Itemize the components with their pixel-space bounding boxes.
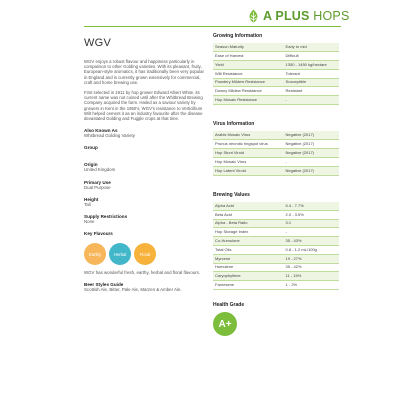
table-row: Alpha Acid 5.4 - 7.7% <box>213 202 339 211</box>
supply-restrictions-label: Supply Restrictions <box>84 214 128 220</box>
growing-title: Growing Information <box>213 33 263 39</box>
table-row: Farnesene 1 - 2% <box>213 281 339 290</box>
table-row: Humulene 35 - 42% <box>213 263 339 272</box>
brand-logo[interactable] <box>247 9 350 23</box>
table-row: Total Oils 0.8 - 1.2 mL/100g <box>213 246 339 255</box>
primary-use-value: Dual Purpose <box>84 184 111 190</box>
table-row: Co-Humulone 35 - 43% <box>213 237 339 246</box>
table-row: Hop Latent Viroid Negative (2017) <box>213 166 339 175</box>
table-row: Powdery Mildew Resistance Susceptible <box>213 78 339 87</box>
flavour-floral: Floral <box>134 243 156 265</box>
table-row: Alpha - Beta Ratio 3:1 <box>213 219 339 228</box>
brand-name: A PLUS HOPS <box>263 9 350 23</box>
origin-value: United Kingdom <box>84 167 116 173</box>
table-row: Yield 1350 - 1450 kg/hectare <box>213 61 339 70</box>
also-known-as-value: Whitbread Golding Variety <box>84 133 135 139</box>
table-row: Downy Mildew Resistance Resistant <box>213 87 339 96</box>
primary-use-label: Primary Use <box>84 179 111 185</box>
health-grade-title: Health Grade <box>213 302 245 309</box>
table-row: Hop Mosaic Resistance - <box>213 96 339 105</box>
table-row: Myrcene 19 - 27% <box>213 254 339 263</box>
hop-history: First selected in 1911 by hop grower Edward Albert White, its current name was not coined until after the Whitbread Brewing Company acquired the farm. Hailed as a saviour variety by growers in Kent in the 1950's, WGV's resistance to Verticillium Wilt helped cement it as an industry favourite after the disease devastated Golding and Fuggle crops at that time. <box>84 90 203 122</box>
right-column <box>213 30 339 336</box>
key-flavours-label: Key Flavours <box>84 231 113 237</box>
flavour-herbal: Herbal <box>109 243 131 265</box>
table-row: Hop Mosaic Virus - <box>213 157 339 166</box>
header-divider <box>84 26 341 27</box>
virus-title: Virus Information <box>213 121 255 128</box>
health-grade-badge: A+ <box>213 312 237 336</box>
beer-styles-value: Scottish Ale, Bitter, Pale Ale, Marzen & Amber Ale. <box>84 287 182 293</box>
flavour-earthy: Earthy <box>84 243 106 265</box>
brewing-title: Brewing Values <box>213 191 250 198</box>
table-row: Prunus necrotic ringspot virus Negative (2017) <box>213 140 339 149</box>
growing-table <box>213 43 339 105</box>
table-row: Ease of Harvest Difficult <box>213 52 339 61</box>
height-label: Height <box>84 196 99 202</box>
table-row: Caryophyllene 11 - 15% <box>213 272 339 281</box>
flavour-text: WGV has wonderful fresh, earthy, herbal and floral flavours. <box>84 270 201 276</box>
left-column <box>84 30 206 293</box>
table-row: Hop Stunt Viroid Negative (2017) <box>213 149 339 158</box>
table-row: Wilt Resistance Tolerant <box>213 69 339 78</box>
hop-cone-icon <box>247 9 260 23</box>
also-known-as-label: Also Known As <box>84 128 118 134</box>
table-row: Hop Storage Index - <box>213 228 339 237</box>
hop-title: WGV <box>84 37 112 49</box>
beer-styles-label: Beer Styles Guide <box>84 282 124 288</box>
flavour-list <box>84 243 206 265</box>
table-row: Beta Acid 2.0 - 3.5% <box>213 210 339 219</box>
brewing-table <box>213 202 339 290</box>
group-label: Group <box>84 145 98 151</box>
height-value: Tall <box>84 201 91 207</box>
hop-description: WGV enjoys a robust flavour and happiness particularly in comparison to other Golding varieties. With its pleasant, fruity, European-style aromatics, it has traditionally been very popular in England and is currently grown extensively for commercial, craft and home brewing use. <box>84 59 204 85</box>
table-row: Arabis Mosaic Virus Negative (2017) <box>213 131 339 140</box>
table-row: Season Maturity Early to mid <box>213 43 339 52</box>
origin-label: Origin <box>84 162 98 168</box>
virus-table <box>213 131 339 175</box>
supply-restrictions-value: None <box>84 219 95 225</box>
